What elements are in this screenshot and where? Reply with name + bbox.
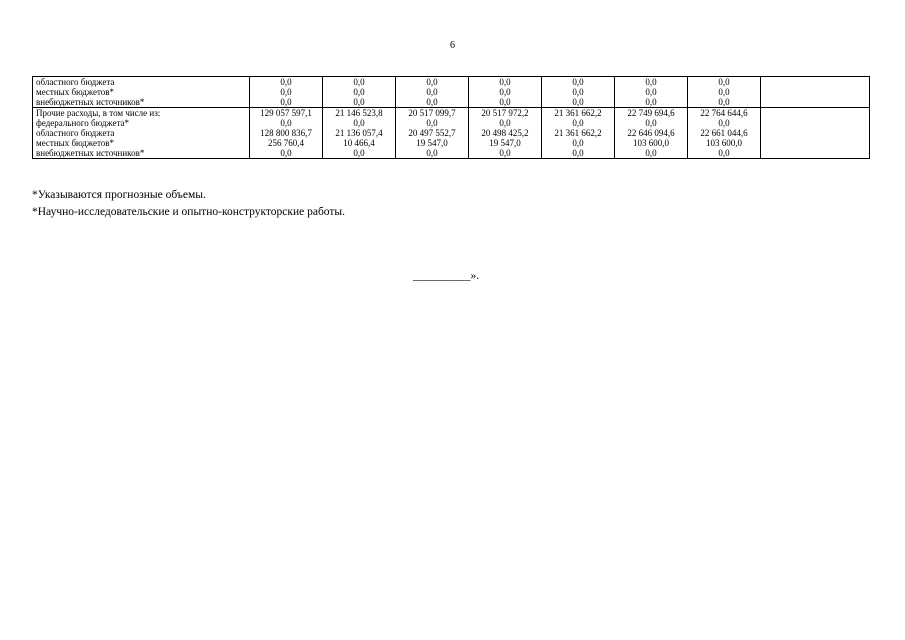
budget-table-body (33, 77, 870, 159)
row-label: внебюджетных источников* (33, 148, 250, 159)
table-cell: 0,0 (469, 148, 542, 159)
table-cell (761, 108, 870, 119)
table-cell: 0,0 (323, 77, 396, 88)
budget-table (32, 76, 870, 159)
table-cell (761, 87, 870, 97)
table-cell: 21 361 662,2 (542, 128, 615, 138)
table-cell: 256 760,4 (250, 138, 323, 148)
table-cell: 0,0 (396, 77, 469, 88)
table-cell: 0,0 (250, 118, 323, 128)
row-label: местных бюджетов* (33, 138, 250, 148)
table-cell: 128 800 836,7 (250, 128, 323, 138)
table-cell: 0,0 (323, 118, 396, 128)
table-cell: 19 547,0 (396, 138, 469, 148)
table-cell: 19 547,0 (469, 138, 542, 148)
table-cell: 0,0 (688, 118, 761, 128)
table-cell: 0,0 (615, 87, 688, 97)
table-cell: 22 764 644,6 (688, 108, 761, 119)
table-row (33, 148, 870, 159)
table-cell: 0,0 (542, 148, 615, 159)
table-cell: 0,0 (542, 138, 615, 148)
table-cell: 103 600,0 (688, 138, 761, 148)
table-cell (761, 148, 870, 159)
table-cell: 0,0 (615, 148, 688, 159)
closing-mark: __________». (413, 270, 480, 282)
row-label: внебюджетных источников* (33, 97, 250, 108)
table-row (33, 138, 870, 148)
table-cell: 0,0 (688, 87, 761, 97)
table-cell (761, 128, 870, 138)
table-row (33, 97, 870, 108)
table-cell: 129 057 597,1 (250, 108, 323, 119)
row-label: федерального бюджета* (33, 118, 250, 128)
row-label: местных бюджетов* (33, 87, 250, 97)
table-row (33, 87, 870, 97)
table-cell: 0,0 (250, 87, 323, 97)
table-cell: 22 661 044,6 (688, 128, 761, 138)
table-cell: 21 361 662,2 (542, 108, 615, 119)
row-label: Прочие расходы, в том числе из: (33, 108, 250, 119)
footnote-rnd: *Научно-исследовательские и опытно-конструкторские работы. (32, 206, 346, 218)
table-cell: 20 498 425,2 (469, 128, 542, 138)
table-cell: 21 146 523,8 (323, 108, 396, 119)
table-cell (761, 118, 870, 128)
table-row (33, 108, 870, 119)
table-cell: 0,0 (688, 148, 761, 159)
table-cell (761, 97, 870, 108)
table-cell: 0,0 (396, 118, 469, 128)
table-cell: 0,0 (250, 148, 323, 159)
table-cell: 0,0 (469, 118, 542, 128)
table-cell: 0,0 (542, 77, 615, 88)
table-cell: 22 646 094,6 (615, 128, 688, 138)
table-cell: 103 600,0 (615, 138, 688, 148)
table-cell: 10 466,4 (323, 138, 396, 148)
table-cell: 0,0 (688, 97, 761, 108)
table-cell: 0,0 (542, 97, 615, 108)
table-row (33, 77, 870, 88)
row-label: областного бюджета (33, 77, 250, 88)
table-cell: 0,0 (615, 77, 688, 88)
table-cell: 0,0 (250, 97, 323, 108)
table-cell: 0,0 (396, 87, 469, 97)
table-cell: 0,0 (615, 97, 688, 108)
table-cell: 0,0 (323, 87, 396, 97)
table-cell: 0,0 (469, 97, 542, 108)
table-cell (761, 77, 870, 88)
row-label: областного бюджета (33, 128, 250, 138)
table-cell: 0,0 (615, 118, 688, 128)
table-cell: 0,0 (469, 77, 542, 88)
table-cell (761, 138, 870, 148)
table-cell: 22 749 694,6 (615, 108, 688, 119)
page-number: 6 (450, 40, 455, 51)
table-cell: 0,0 (323, 148, 396, 159)
table-cell: 21 136 057,4 (323, 128, 396, 138)
table-cell: 0,0 (323, 97, 396, 108)
footnotes (32, 187, 345, 221)
footnote-forecast: *Указываются прогнозные объемы. (32, 189, 206, 201)
table-cell: 0,0 (396, 97, 469, 108)
table-cell: 0,0 (250, 77, 323, 88)
table-cell: 20 517 099,7 (396, 108, 469, 119)
table-cell: 20 517 972,2 (469, 108, 542, 119)
table-cell: 0,0 (396, 148, 469, 159)
table-cell: 0,0 (469, 87, 542, 97)
table-row (33, 128, 870, 138)
table-cell: 0,0 (688, 77, 761, 88)
table-cell: 0,0 (542, 87, 615, 97)
table-cell: 20 497 552,7 (396, 128, 469, 138)
table-row (33, 118, 870, 128)
table-cell: 0,0 (542, 118, 615, 128)
